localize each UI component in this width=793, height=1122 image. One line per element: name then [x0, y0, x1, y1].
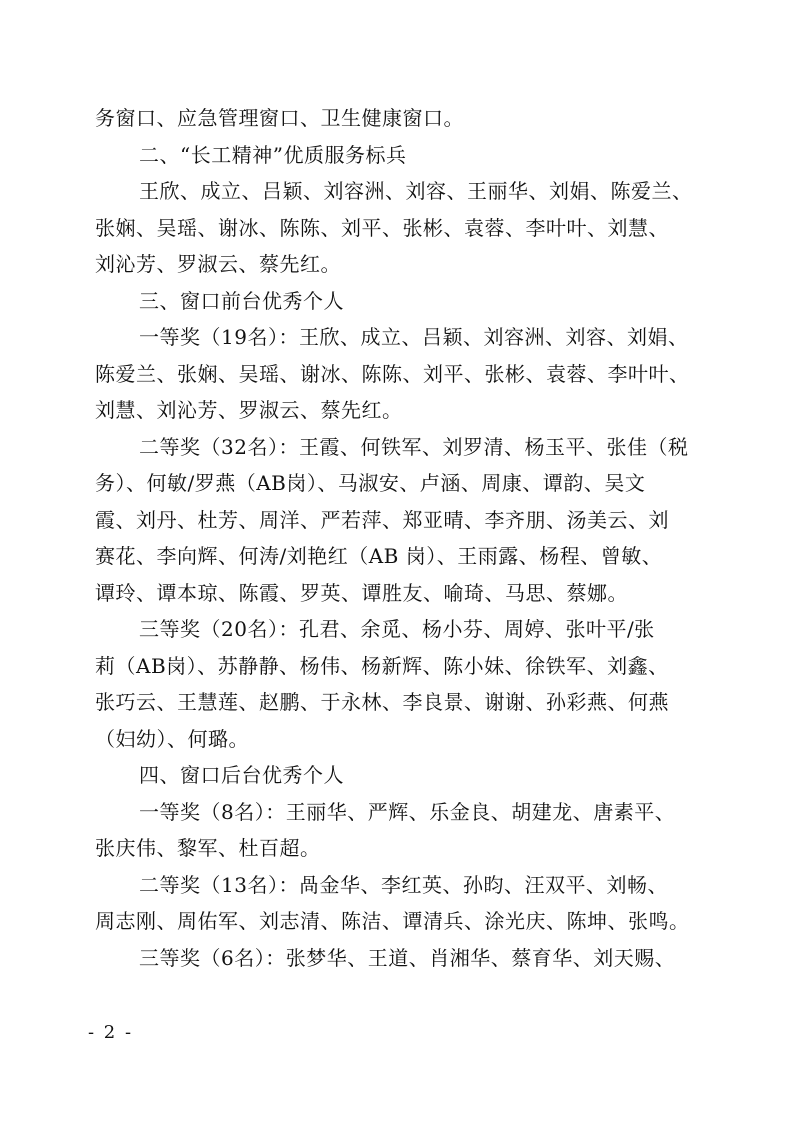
text-line: 赛花、李向辉、何涛/刘艳红（AB 岗）、王雨露、杨程、曾敏、: [95, 544, 663, 568]
text-line: 张巧云、王慧莲、赵鹏、于永林、李良景、谢谢、孙彩燕、何燕: [95, 690, 669, 714]
text-line: 二等奖（13名）：咼金华、李红英、孙昀、汪双平、刘畅、: [139, 872, 668, 897]
document-body: [95, 100, 700, 976]
text-line: 三等奖（6名）：张梦华、王道、肖湘华、蔡育华、刘天赐、: [139, 945, 676, 970]
text-line: 一等奖（19名）：王欣、成立、吕颖、刘容洲、刘容、刘娟、: [139, 325, 689, 349]
text-line: 张娴、吴瑶、谢冰、陈陈、刘平、张彬、袁蓉、李叶叶、刘慧、: [95, 215, 669, 240]
text-line: （妇幼）、何璐。: [95, 726, 249, 751]
text-line: 谭玲、谭本琼、陈霞、罗英、谭胜友、喻琦、马思、蔡娜。: [95, 580, 628, 605]
text-line: 陈爱兰、张娴、吴瑶、谢冰、陈陈、刘平、张彬、袁蓉、李叶叶、: [95, 361, 690, 386]
text-line: 张庆伟、黎军、杜百超。: [95, 836, 321, 860]
text-line: 王欣、成立、吕颖、刘容洲、刘容、王丽华、刘娟、陈爱兰、: [139, 179, 693, 203]
text-line: 一等奖（8名）：王丽华、严辉、乐金良、胡建龙、唐素平、: [139, 799, 676, 824]
text-line: 周志刚、周佑军、刘志清、陈洁、谭清兵、涂光庆、陈坤、张鸣。: [95, 909, 690, 933]
text-line: 务）、何敏/罗燕（AB岗）、马淑安、卢涵、周康、谭韵、吴文: [95, 471, 646, 495]
text-line: 三、窗口前台优秀个人: [139, 288, 344, 313]
text-line: 务窗口、应急管理窗口、卫生健康窗口。: [95, 106, 464, 130]
text-line: 霞、刘丹、杜芳、周洋、严若萍、郑亚晴、李齐朋、汤美云、刘: [95, 507, 669, 532]
page-number: - 2 -: [88, 1022, 134, 1043]
text-line: 刘慧、刘沁芳、罗淑云、蔡先红。: [95, 398, 403, 422]
text-line: 二等奖（32名）：王霞、何铁军、刘罗清、杨玉平、张佳（税: [139, 434, 689, 459]
text-line: 三等奖（20名）：孔君、余觅、杨小芬、周婷、张叶平/张: [139, 617, 655, 641]
text-line: 四、窗口后台优秀个人: [139, 763, 344, 787]
text-line: 二、“长工精神”优质服务标兵: [139, 142, 407, 167]
text-line: 刘沁芳、罗淑云、蔡先红。: [95, 252, 341, 276]
text-line: 莉（AB岗）、苏静静、杨伟、杨新辉、陈小妹、徐铁军、刘鑫、: [95, 653, 669, 678]
